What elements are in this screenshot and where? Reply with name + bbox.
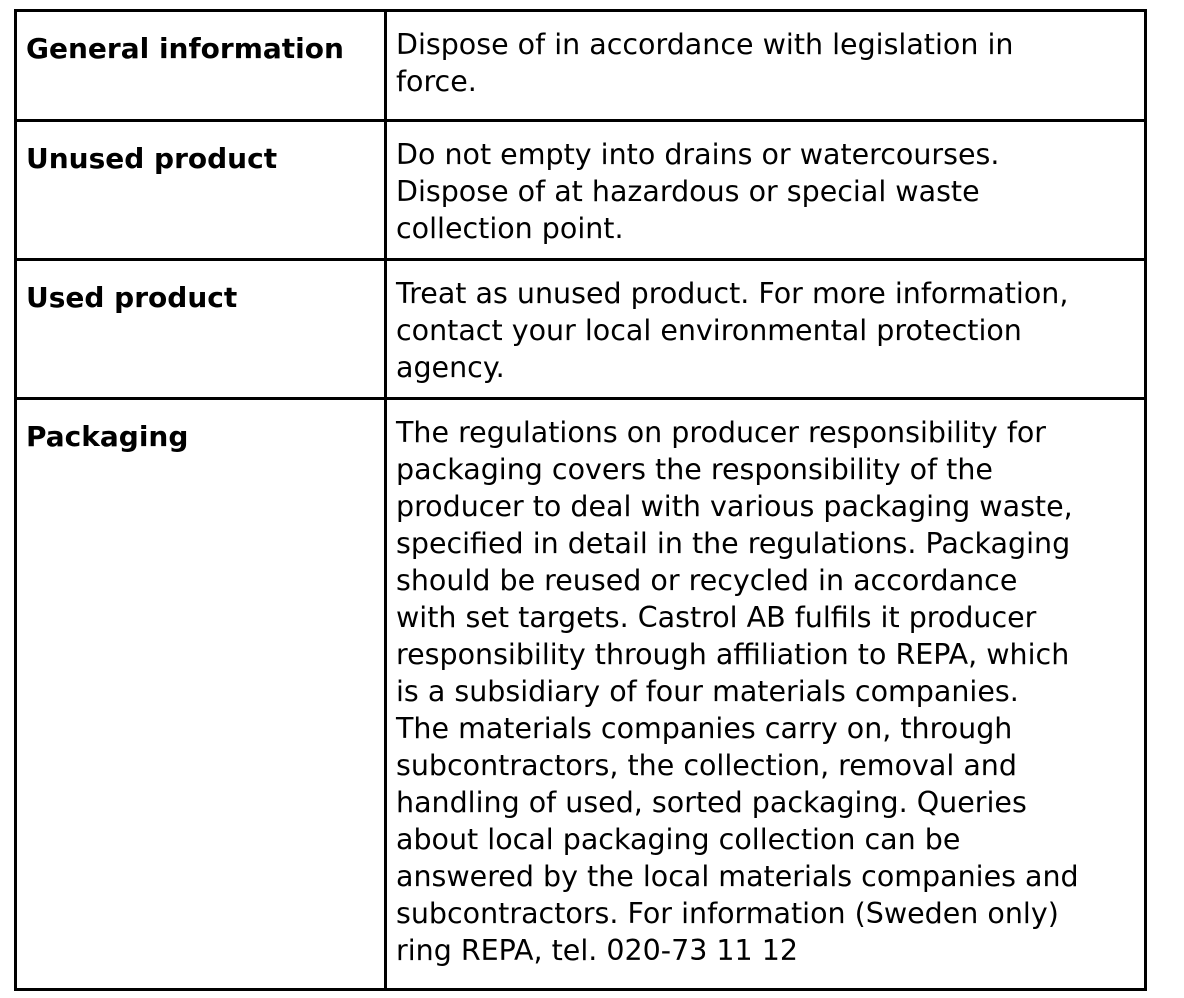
value-cell xyxy=(386,11,1146,121)
row-text: Treat as unused product. For more information, contact your local environmental protection agency. xyxy=(396,277,1069,384)
row-label: General information xyxy=(26,32,344,65)
value-cell xyxy=(386,260,1146,399)
table-row-unused-product xyxy=(16,121,1146,260)
label-cell xyxy=(16,399,386,990)
label-cell xyxy=(16,121,386,260)
table-row-used-product xyxy=(16,260,1146,399)
row-label: Used product xyxy=(26,281,238,314)
table-row-general-information xyxy=(16,11,1146,121)
row-text: The regulations on producer responsibility for packaging covers the responsibility of the producer to deal with various packaging waste, specified in detail in the regulations. Packaging should be reused or recycled in accordance with set targets. Castrol AB fulfils it producer responsibility through affiliation to REPA, which is a subsidiary of four materials companies. The materials companies carry on, through subcontractors, the collection, removal and handling of used, sorted packaging. Queries about local packaging collection can be answered by the local materials companies and subcontractors. For information (Sweden only) ring REPA, tel. 020-73 11 12 xyxy=(396,416,1079,967)
disposal-table xyxy=(14,9,1147,991)
row-label: Packaging xyxy=(26,420,189,453)
row-text: Do not empty into drains or watercourses. Dispose of at hazardous or special waste collection point. xyxy=(396,138,1000,245)
label-cell xyxy=(16,260,386,399)
table-row-packaging xyxy=(16,399,1146,990)
row-text: Dispose of in accordance with legislation in force. xyxy=(396,28,1014,98)
row-label: Unused product xyxy=(26,142,278,175)
value-cell xyxy=(386,399,1146,990)
value-cell xyxy=(386,121,1146,260)
label-cell xyxy=(16,11,386,121)
